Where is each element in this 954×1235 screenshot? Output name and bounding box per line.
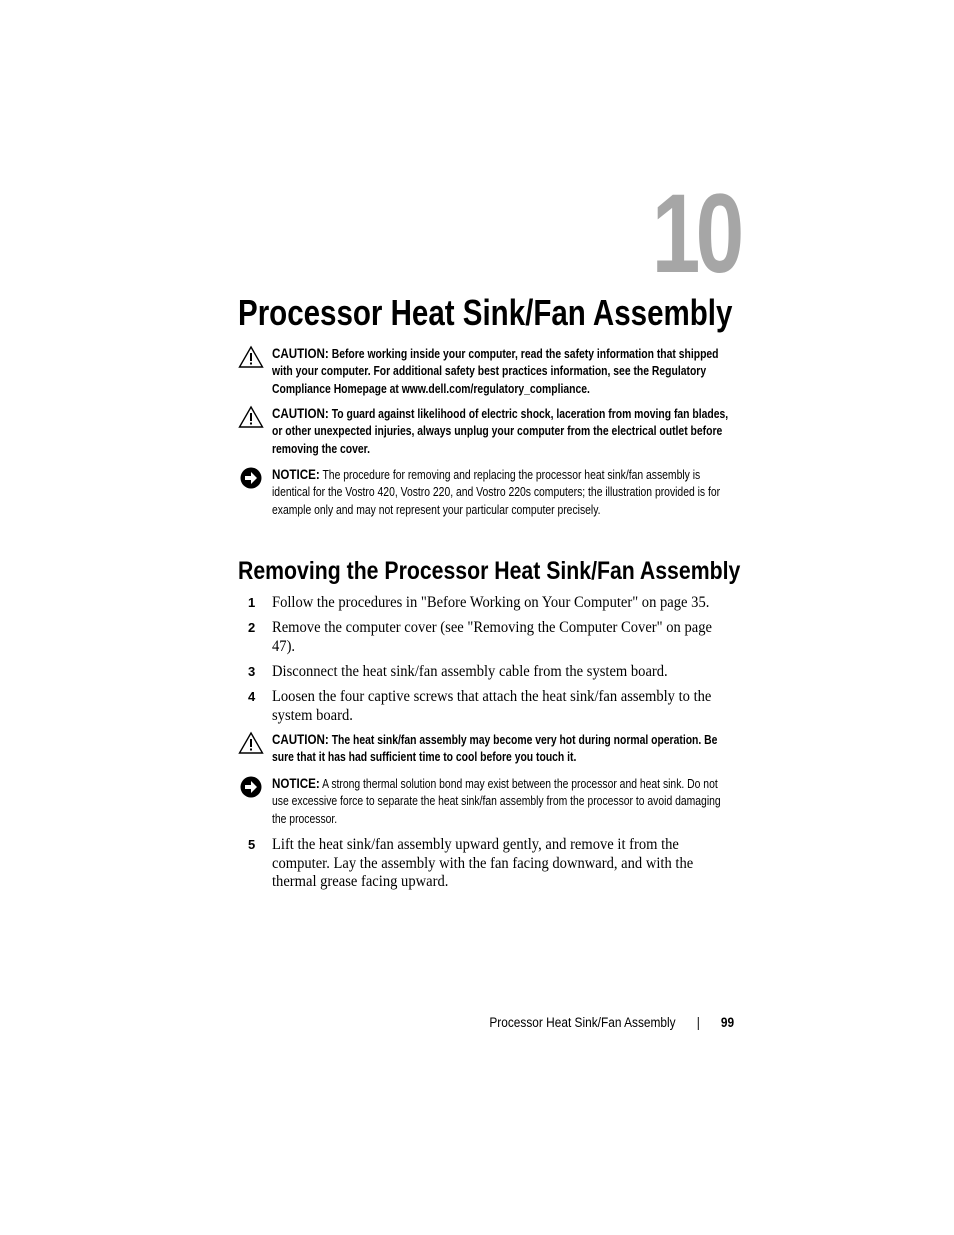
step-text: Remove the computer cover (see "Removing the Computer Cover" on page 47). — [272, 619, 712, 655]
notice-arrow-icon — [238, 775, 264, 799]
notice-label: NOTICE: — [272, 775, 320, 791]
caution-text: To guard against likelihood of electric shock, laceration from moving fan blades, or other unexpected injuries, always unplug your computer from the electrical outlet before removing the cover. — [272, 407, 729, 456]
step-text: Loosen the four captive screws that attach the heat sink/fan assembly to the system board. — [272, 688, 712, 724]
caution-label: CAUTION: — [272, 405, 329, 421]
step-number: 2 — [248, 620, 256, 635]
step-number: 5 — [248, 837, 256, 852]
footer-separator: | — [696, 1015, 700, 1030]
step-number: 4 — [248, 689, 256, 704]
step-number: 1 — [248, 595, 256, 610]
caution-label: CAUTION: — [272, 731, 329, 747]
step-text: Lift the heat sink/fan assembly upward gently, and remove it from the computer. Lay the assembly with the fan facing downward, and with the thermal grease facing upward. — [272, 836, 694, 890]
step-item — [248, 594, 738, 613]
caution-triangle-icon — [238, 405, 264, 429]
caution-triangle-icon — [238, 345, 264, 369]
step-number: 3 — [248, 664, 256, 679]
step-item — [248, 836, 738, 892]
notice-text: A strong thermal solution bond may exist between the processor and heat sink. Do not use excessive force to separate the heat sink/fan assembly from the processor to avoid damaging the processor. — [272, 777, 721, 826]
notice-label: NOTICE: — [272, 466, 320, 482]
caution-text: Before working inside your computer, read the safety information that shipped with your computer. For additional safety best practices information, see the Regulatory Compliance Homepage at www.dell.com/regulatory_compliance. — [272, 347, 719, 396]
section-heading: Removing the Processor Heat Sink/Fan Assembly — [238, 557, 741, 585]
step-item — [248, 663, 738, 682]
caution-label: CAUTION: — [272, 345, 329, 361]
notice-text: The procedure for removing and replacing the processor heat sink/fan assembly is identical for the Vostro 420, Vostro 220, and Vostro 220s computers; the illustration provided is for example only and may not represent your particular computer precisely. — [272, 468, 721, 517]
step-item — [248, 619, 738, 656]
page-title: Processor Heat Sink/Fan Assembly — [238, 292, 733, 333]
caution-note — [238, 405, 738, 458]
step-text: Follow the procedures in "Before Working on Your Computer" on page 35. — [272, 594, 710, 611]
caution-note — [238, 731, 738, 767]
notice-arrow-icon — [238, 466, 264, 490]
notice-note — [238, 466, 738, 519]
caution-triangle-icon — [238, 731, 264, 755]
step-item — [248, 688, 738, 725]
caution-note — [238, 345, 738, 398]
footer-section-title: Processor Heat Sink/Fan Assembly — [489, 1015, 676, 1030]
notice-note — [238, 775, 738, 828]
page-footer — [489, 1015, 734, 1030]
caution-text: The heat sink/fan assembly may become very hot during normal operation. Be sure that it has had sufficient time to cool before you touch it. — [272, 733, 718, 765]
step-text: Disconnect the heat sink/fan assembly cable from the system board. — [272, 663, 668, 680]
page-number: 99 — [720, 1015, 734, 1030]
chapter-number: 10 — [652, 171, 740, 296]
